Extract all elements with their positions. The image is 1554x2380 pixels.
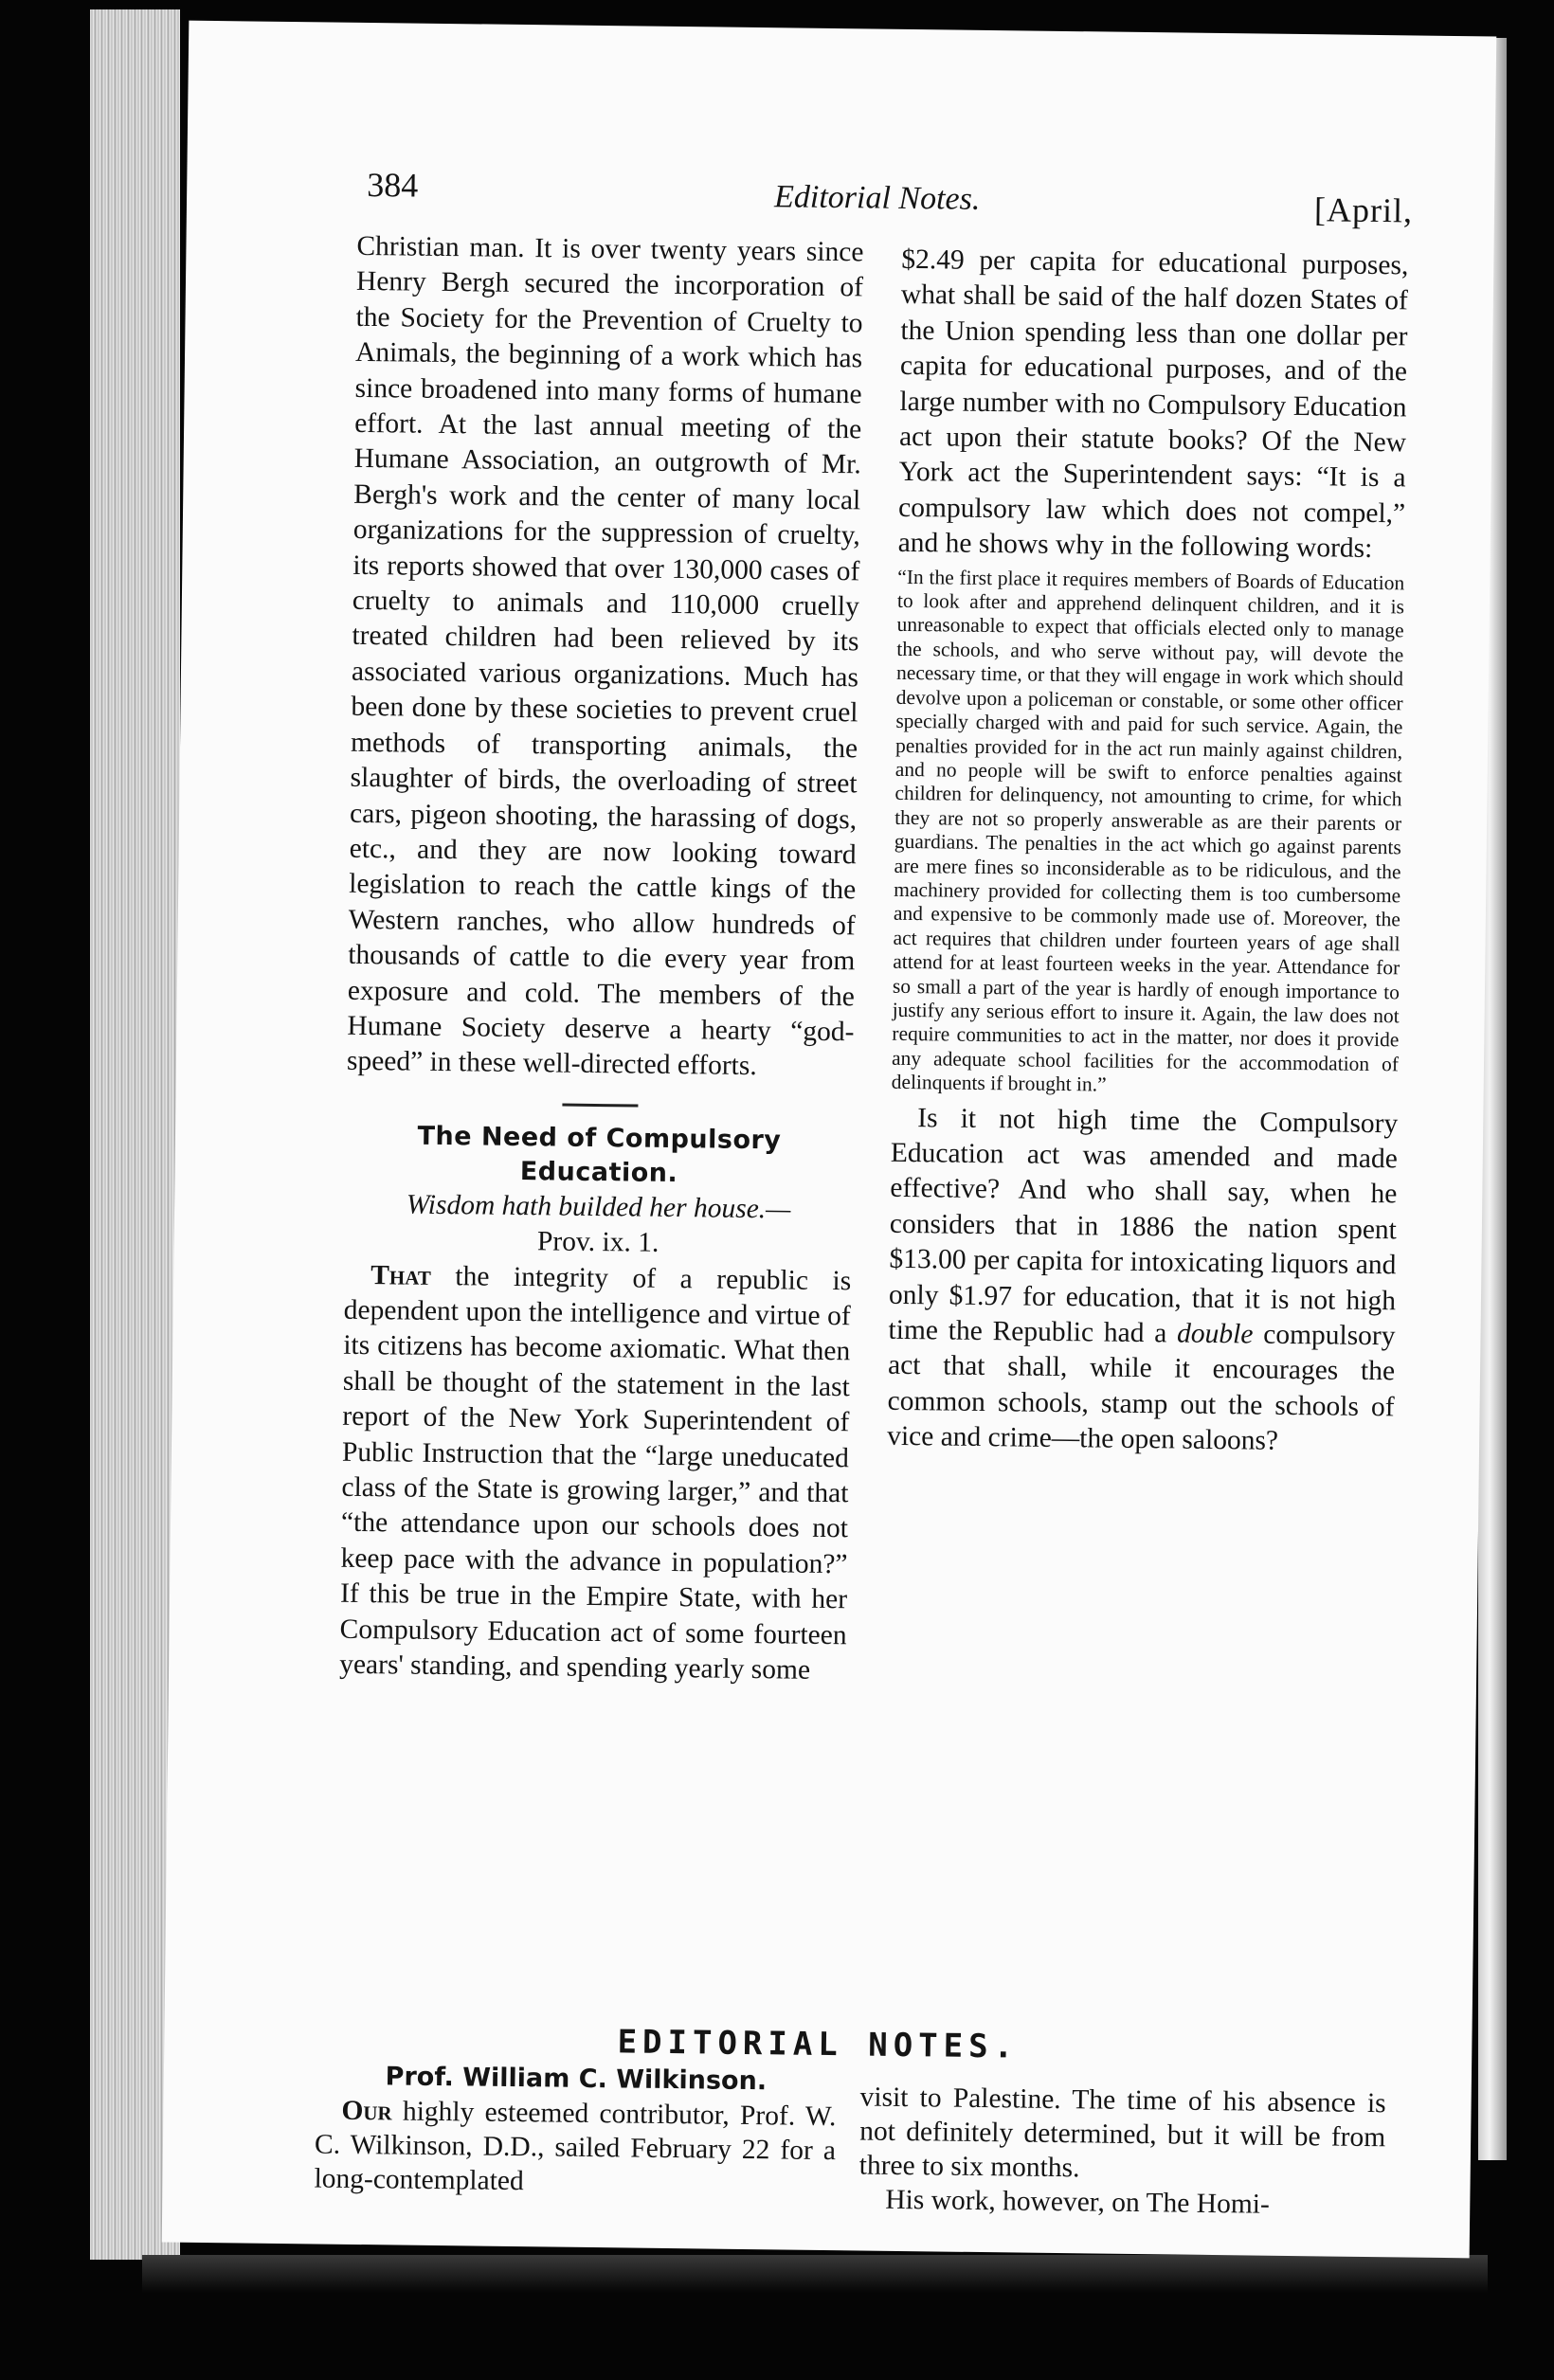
section-divider <box>562 1103 638 1107</box>
scan-shadow <box>142 2255 1488 2293</box>
epigraph-reference: Prov. ix. 1. <box>536 1226 660 1258</box>
editorial-right-paragraph-2: His work, however, on The Homi- <box>885 2184 1270 2220</box>
document-page <box>162 21 1497 2259</box>
editorial-left-paragraph <box>314 2093 836 2202</box>
lead-word: That <box>370 1259 432 1291</box>
editorial-lead-word: Our <box>341 2095 392 2127</box>
section-heading: The Need of Compulsory Education. <box>417 1121 782 1188</box>
page-number: 384 <box>367 165 419 205</box>
emphasis-word: double <box>1176 1318 1254 1350</box>
running-head <box>187 163 1495 236</box>
editorial-right-column <box>858 2080 1386 2223</box>
editorial-subheading: Prof. William C. Wilkinson. <box>385 2062 768 2097</box>
running-month: [April, <box>1313 190 1414 230</box>
editorial-left-text: highly esteemed contributor, Prof. W. C. Wilkinson, D.D., sailed February 22 for a long-contemplated <box>314 2096 837 2197</box>
right-paragraph-2 <box>887 1100 1399 1461</box>
left-paragraph-2-text: the integrity of a republic is dependent upon the intelligence and virtue of its citizens has become axiomatic. What then shall be thought of the statement in the last report of the New York Superintendent of Public Instruction that the “large uneducated class of the State is growing larger,” and that “the attendance upon our schools does not keep pace with the advance in population?” If this be true in the Empire State, with her Compulsory Education act of some fourteen years' standing, and spending yearly some <box>338 1260 852 1686</box>
right-paragraph-2-text: Is it not high time the Compulsory Education act was amended and made effective? And who shall say, when he considers that in 1886 the nation spent $13.00 per capita for intoxicating liquors and only $1.97 for education, that it is not high time the Republic had a <box>888 1102 1399 1349</box>
right-paragraph-1: $2.49 per capita for educational purposes, what shall be said of the half dozen States of the Union spending less than one dollar per capita for educational purposes, and of the large number with no Compulsory Education act upon their statute books? Of the New York act the Superintendent says: “It is a compulsory law which does not compel,” and he shows why in the following words: <box>897 243 1409 565</box>
editorial-right-paragraph-1: visit to Palestine. The time of his absence is not definitely determined, but it will be from three to six months. <box>858 2082 1386 2184</box>
block-quote: “In the first place it requires members of Boards of Education to look after and apprehend delinquent children, and it is unreasonable to expect that officials elected only to manage the schools, and who serve without pay, will devote the necessary time, or that they will engage in work which should devolve upon a policeman or constable, or some other officer specially charged with and paid for such service. Again, the penalties provided for in the act run mainly against children, and no people will be swift to enforce penalties against children for delinquency, not amounting to crime, for which they are not so properly answerable as are their parents or guardians. The penalties in the act which go against parents are mere fines so inconsiderable as to be ridiculous, and the machinery provided for collecting them is too cumbersome and expensive to be commonly made use of. Moreover, the act requires that children under fourteen years of age shall attend for at least fourteen weeks in the year. Attendance for so small a part of the year is hardly of enough importance to justify any serious effort to insure it. Again, the law does not require communities to act in the matter, nor does it provide any adequate school facilities for the accommodation of delinquents if brought in.” <box>891 565 1405 1096</box>
left-paragraph-2 <box>339 1257 851 1688</box>
epigraph: Wisdom hath builded her house.— <box>406 1189 791 1225</box>
left-column <box>339 229 864 1689</box>
running-title: Editorial Notes. <box>773 179 981 217</box>
left-paragraph-1: Christian man. It is over twenty years since Henry Bergh secured the incorporation of the Society for the Prevention of Cruelty to Animals, the beginning of a work which has since broadened into many forms of humane effort. At the last annual meeting of the Humane Association, an outgrowth of Mr. Bergh's work and the center of many local organizations for the suppression of cruelty, its reports showed that over 130,000 cases of cruelty to animals and 110,000 cruelly treated children had been relieved by its associated various organizations. Much has been done by these societies to prevent cruel methods of transporting animals, the slaughter of birds, the overloading of street cars, pigeon shooting, the harassing of dogs, etc., and they are now looking toward legislation to reach the cattle kings of the Western ranches, who allow hundreds of thousands of cattle to die every year from exposure and cold. The members of the Humane Society deserve a hearty “god-speed” in these well-directed efforts. <box>346 230 864 1082</box>
editorial-left-column <box>314 2059 837 2202</box>
editorial-notes-heading: EDITORIAL NOTES. <box>617 2023 1020 2066</box>
right-paragraph-2-end: compulsory act that shall, while it encourages the common schools, stamp out the schools of vice and crime—the open saloons? <box>886 1319 1396 1457</box>
right-column <box>887 243 1409 1461</box>
